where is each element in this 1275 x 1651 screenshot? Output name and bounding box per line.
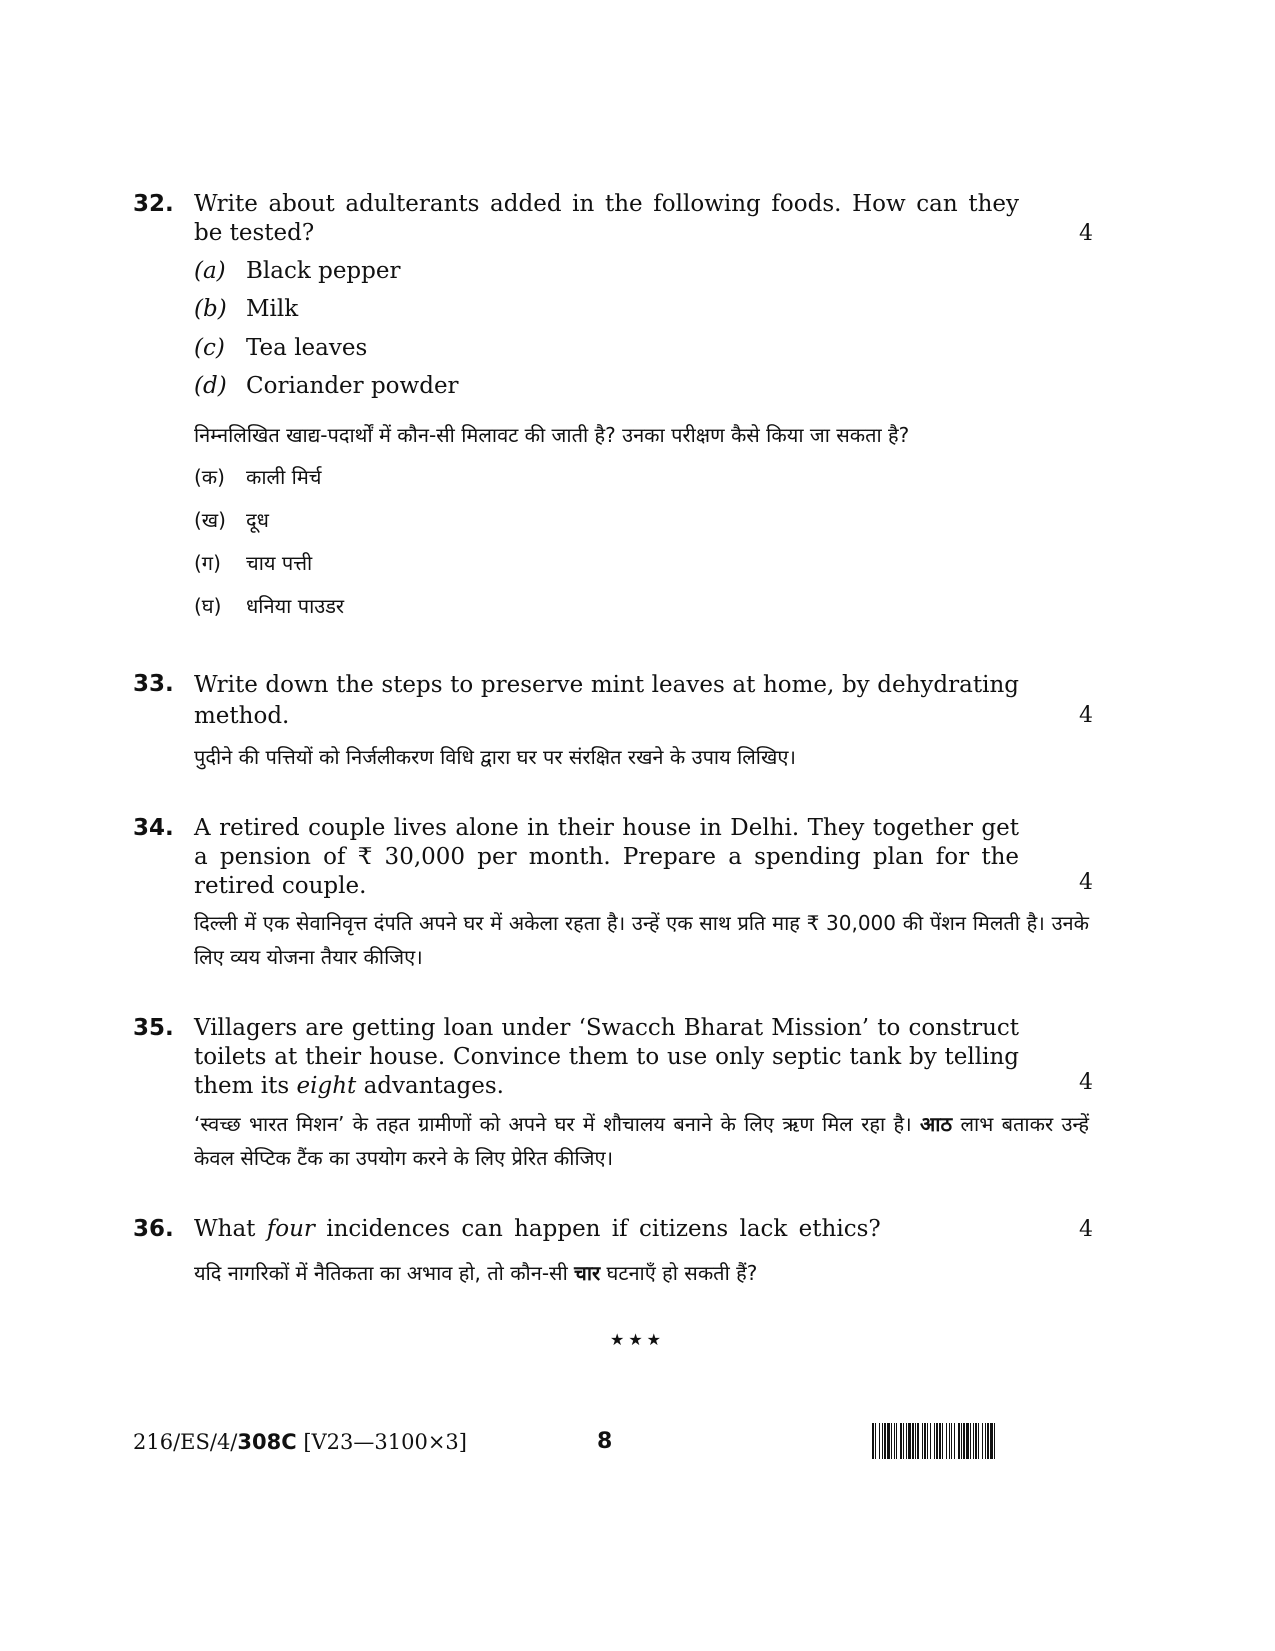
option-label: (b) bbox=[194, 296, 227, 322]
option-text: Milk bbox=[246, 296, 299, 322]
option-label: (क) bbox=[194, 465, 225, 489]
question-text-en: Write down the steps to preserve mint leaves at home, by dehydrating method. bbox=[194, 672, 1019, 729]
option-en bbox=[194, 257, 401, 286]
question-marks: 4 bbox=[1079, 221, 1093, 246]
question-text-en: Write about adulterants added in the following foods. How can they be tested? bbox=[194, 191, 1019, 246]
question-text-hi: ‘स्वच्छ भारत मिशन’ के तहत ग्रामीणों को अपने घर में शौचालय बनाने के लिए ऋण मिल रहा है। आठ लाभ बताकर उन्हें केवल सेप्टिक टैंक का उपयोग करने के लिए प्रेरित कीजिए। bbox=[194, 1112, 1090, 1170]
option-hi bbox=[194, 460, 321, 494]
page-number: 8 bbox=[597, 1429, 613, 1454]
option-label: (ख) bbox=[194, 508, 226, 532]
question-text-en: Villagers are getting loan under ‘Swacch Bharat Mission’ to construct toilets at their house. Convince them to use only septic tank by telling them its eight advantages. bbox=[194, 1015, 1019, 1099]
paper-code: 216/ES/4/308C [V23—3100×3] bbox=[133, 1430, 467, 1454]
option-label: (c) bbox=[194, 335, 225, 361]
question-marks: 4 bbox=[1079, 1217, 1093, 1242]
question-number: 36. bbox=[133, 1216, 174, 1242]
option-en bbox=[194, 334, 367, 363]
option-en bbox=[194, 372, 459, 401]
option-text: चाय पत्ती bbox=[246, 551, 313, 575]
question-marks: 4 bbox=[1079, 1070, 1093, 1095]
end-of-paper-stars: ★★★ bbox=[609, 1330, 666, 1349]
question-text-hi: पुदीने की पत्तियों को निर्जलीकरण विधि द्वारा घर पर संरक्षित रखने के उपाय लिखिए। bbox=[194, 745, 796, 769]
option-label: (घ) bbox=[194, 594, 222, 618]
option-text: दूध bbox=[246, 508, 269, 532]
option-en bbox=[194, 295, 298, 324]
question-text-hi: यदि नागरिकों में नैतिकता का अभाव हो, तो कौन-सी चार घटनाएँ हो सकती हैं? bbox=[194, 1261, 758, 1285]
option-label: (ग) bbox=[194, 551, 221, 575]
question-number: 35. bbox=[133, 1015, 174, 1041]
question-number: 33. bbox=[133, 671, 174, 697]
option-label: (d) bbox=[194, 373, 227, 399]
question-number: 34. bbox=[133, 815, 174, 841]
question-text-hi: निम्नलिखित खाद्य-पदार्थों में कौन-सी मिलावट की जाती है? उनका परीक्षण कैसे किया जा सकता है? bbox=[194, 423, 910, 447]
option-text: Tea leaves bbox=[246, 335, 368, 361]
option-label: (a) bbox=[194, 258, 226, 284]
option-hi bbox=[194, 546, 312, 580]
option-hi bbox=[194, 503, 269, 537]
question-text-en: A retired couple lives alone in their house in Delhi. They together get a pension of ₹ 30,000 per month. Prepare a spending plan for the retired couple. bbox=[194, 815, 1019, 899]
option-text: Coriander powder bbox=[246, 373, 459, 399]
option-text: धनिया पाउडर bbox=[246, 594, 345, 618]
barcode bbox=[872, 1423, 1093, 1459]
question-text-en: What four incidences can happen if citizens lack ethics? bbox=[194, 1216, 881, 1242]
question-marks: 4 bbox=[1079, 870, 1093, 895]
question-number: 32. bbox=[133, 191, 174, 217]
option-text: काली मिर्च bbox=[246, 465, 322, 489]
option-text: Black pepper bbox=[246, 258, 401, 284]
option-hi bbox=[194, 589, 344, 623]
question-text-hi: दिल्ली में एक सेवानिवृत्त दंपति अपने घर में अकेला रहता है। उन्हें एक साथ प्रति माह ₹ 30,000 की पेंशन मिलती है। उनके लिए व्यय योजना तैयार कीजिए। bbox=[194, 911, 1089, 969]
question-marks: 4 bbox=[1079, 703, 1093, 728]
